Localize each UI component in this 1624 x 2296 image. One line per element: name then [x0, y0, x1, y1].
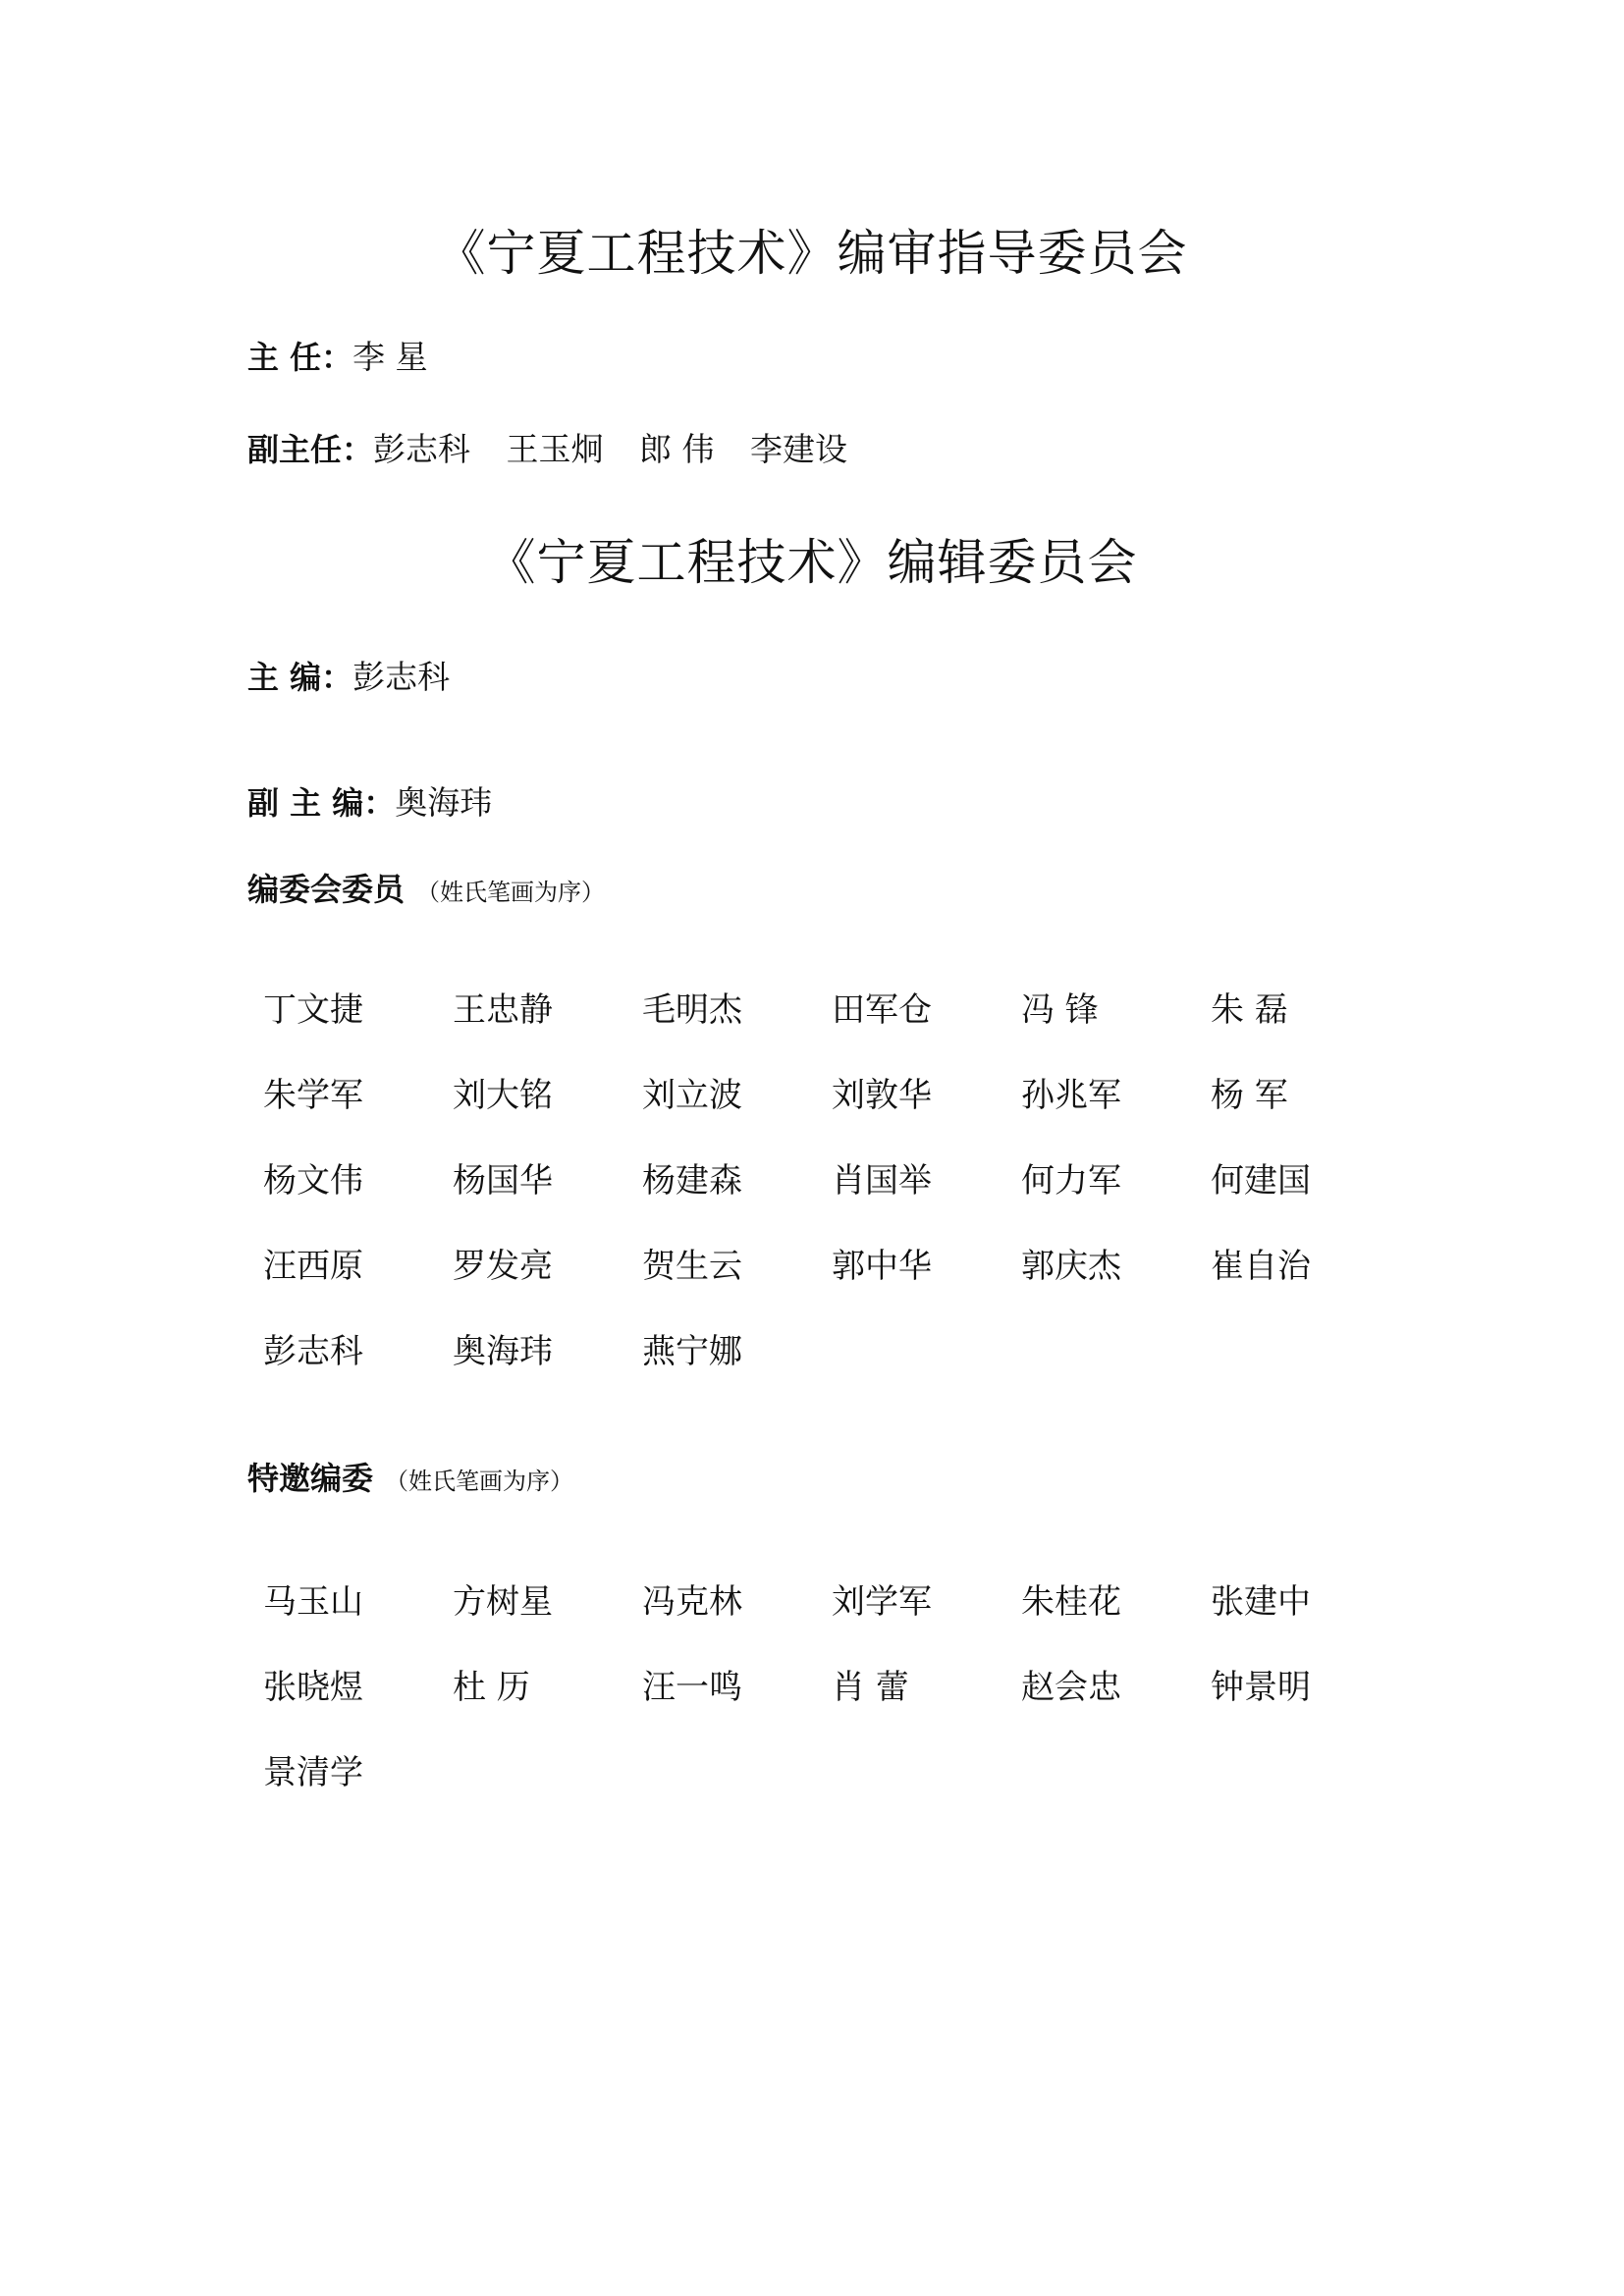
deputy-editor-name: 奥海玮	[395, 783, 493, 822]
committee-member-name: 杨建森	[642, 1161, 742, 1201]
committee-member-name: 钟景明	[1211, 1668, 1311, 1707]
committee-member-name: 张建中	[1211, 1582, 1311, 1622]
committee-member-name: 刘敦华	[832, 1076, 932, 1115]
committee-member-name: 杨国华	[453, 1161, 553, 1201]
committee-member-name: 郭庆杰	[1021, 1247, 1121, 1286]
deputy-director-name: 李建设	[750, 430, 848, 468]
committee-member-name: 马玉山	[263, 1582, 363, 1622]
committee-member-name: 张晓煜	[263, 1668, 363, 1707]
committee-member-name: 丁文捷	[263, 990, 363, 1030]
special-members-order-note: （姓氏笔画为序）	[385, 1468, 574, 1495]
special-members-label: 特邀编委	[247, 1460, 374, 1497]
guidance-committee-title: 《宁夏工程技术》编审指导委员会	[436, 225, 1188, 282]
deputy-director-label: 副主任：	[247, 431, 374, 468]
committee-member-name: 奥海玮	[453, 1332, 553, 1371]
members-label: 编委会委员	[247, 871, 406, 908]
deputy-editor-label: 副 主 编：	[247, 784, 396, 822]
committee-member-name: 何力军	[1021, 1161, 1121, 1201]
committee-member-name: 王忠静	[453, 990, 553, 1030]
committee-member-name: 彭志科	[263, 1332, 363, 1371]
committee-member-name: 朱桂花	[1021, 1582, 1121, 1622]
committee-member-name: 方树星	[453, 1582, 553, 1622]
chief-editor-row	[247, 656, 450, 699]
deputy-director-name: 郎 伟	[639, 430, 715, 468]
committee-member-name: 杨 军	[1211, 1076, 1288, 1115]
committee-member-name: 汪西原	[263, 1247, 363, 1286]
deputy-editor-row	[247, 781, 492, 825]
committee-member-name: 崔自治	[1211, 1247, 1311, 1286]
committee-member-name: 杨文伟	[263, 1161, 363, 1201]
committee-member-name: 肖国举	[832, 1161, 932, 1201]
director-label: 主 任：	[247, 339, 353, 376]
committee-member-name: 刘学军	[832, 1582, 932, 1622]
deputy-director-names	[373, 428, 873, 471]
members-heading	[247, 868, 605, 914]
committee-member-name: 肖 蕾	[832, 1668, 909, 1707]
committee-member-name: 朱学军	[263, 1076, 363, 1115]
deputy-director-row	[247, 428, 873, 471]
chief-editor-label: 主 编：	[247, 659, 353, 696]
committee-member-name: 郭中华	[832, 1247, 932, 1286]
committee-member-name: 毛明杰	[642, 990, 742, 1030]
deputy-director-name: 王玉炯	[506, 430, 604, 468]
committee-member-name: 刘大铭	[453, 1076, 553, 1115]
committee-member-name: 刘立波	[642, 1076, 742, 1115]
committee-member-name: 燕宁娜	[642, 1332, 742, 1371]
committee-member-name: 杜 历	[453, 1668, 530, 1707]
committee-member-name: 景清学	[263, 1753, 363, 1792]
special-members-heading	[247, 1457, 573, 1503]
committee-member-name: 罗发亮	[453, 1247, 553, 1286]
editorial-committee-title: 《宁夏工程技术》编辑委员会	[486, 534, 1138, 591]
committee-member-name: 汪一鸣	[642, 1668, 742, 1707]
committee-member-name: 贺生云	[642, 1247, 742, 1286]
committee-member-name: 田军仓	[832, 990, 932, 1030]
committee-member-name: 赵会忠	[1021, 1668, 1121, 1707]
chief-editor-name: 彭志科	[352, 658, 451, 696]
members-order-note: （姓氏笔画为序）	[416, 879, 606, 906]
committee-member-name: 冯 锋	[1021, 990, 1099, 1030]
director-row	[247, 336, 428, 379]
committee-member-name: 何建国	[1211, 1161, 1311, 1201]
committee-member-name: 孙兆军	[1021, 1076, 1121, 1115]
committee-member-name: 冯克林	[642, 1582, 742, 1622]
director-name: 李 星	[352, 338, 428, 376]
deputy-director-name: 彭志科	[373, 430, 471, 468]
committee-member-name: 朱 磊	[1211, 990, 1288, 1030]
